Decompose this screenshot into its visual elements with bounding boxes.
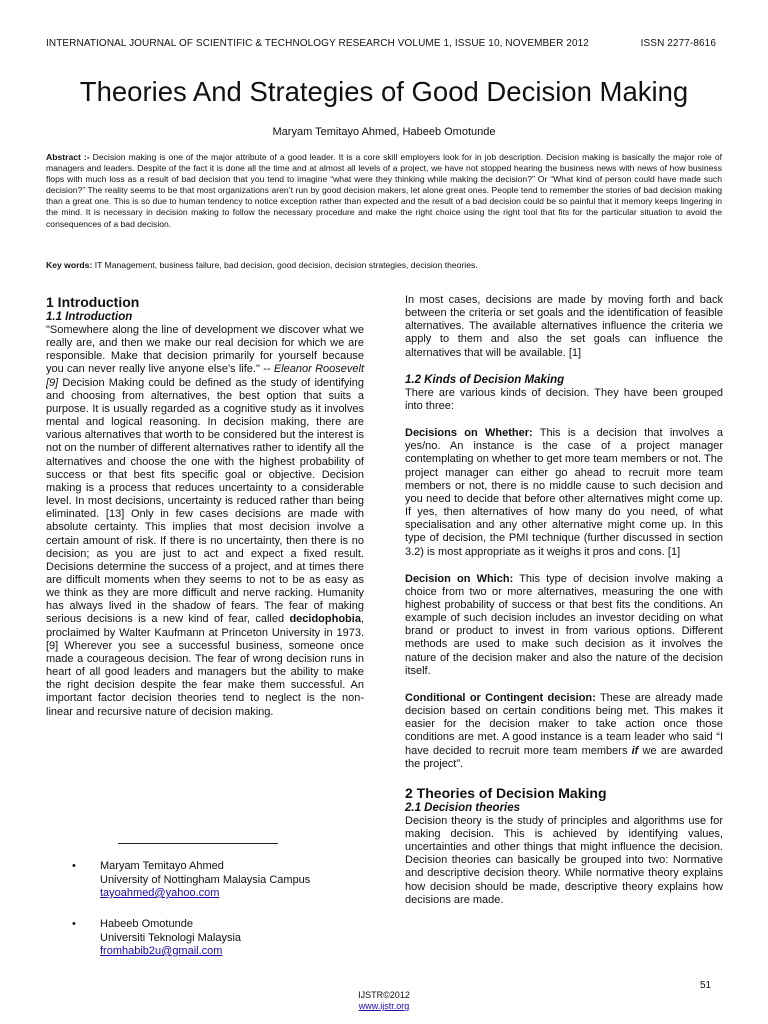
decision-on-which-paragraph (405, 573, 723, 678)
intro-quote: "Somewhere along the line of development we discover what we really are, and then we make our real decision for which we are responsible. Make that decision primarily for yourself because you can never really live anyone else's life." -- (46, 324, 364, 376)
left-column (46, 294, 364, 719)
introduction-paragraph (46, 324, 364, 719)
subsection-2-1-heading: 2.1 Decision theories (405, 801, 521, 814)
quote-attribution: Eleanor Roosevelt [9] (46, 363, 365, 389)
bullet: • (72, 860, 76, 872)
author-affiliation: Universiti Teknologi Malaysia (100, 931, 242, 944)
term-decidophobia: decidophobia (289, 613, 361, 626)
decision-theory-paragraph: Decision theory is the study of principles and algorithms use for making decision. This is achieved by identifying values, uncertainties and other things that might influence the decision. Decision theories can basically be grouped into two: Normative and descriptive decision theory. While normative theory explains how decision should be made, descriptive theory explains how decisions are made. (405, 814, 723, 906)
abstract-label: Abstract :- (46, 152, 90, 162)
keywords (46, 259, 722, 271)
page-footer (0, 990, 768, 1012)
decisions-on-whether-paragraph (405, 427, 723, 559)
author-email-link[interactable]: tayoahmed@yahoo.com (100, 887, 220, 899)
bullet: • (72, 918, 76, 930)
keywords-text: IT Management, business failure, bad decision, good decision, decision strategies, decision theories. (92, 260, 478, 270)
which-text: This type of decision involve making a choice from two or more alternatives, measuring the one with highest probability of success or that best fits the conditions. An example of such decision includes an investor deciding on what brand or product to invest in from various options. Different methods are used to make such decision as it involves the nature of the decision maker and also the nature of the decision itself. (405, 572, 723, 677)
footnote-divider (118, 843, 278, 844)
intro-body-end: , proclaimed by Walter Kaufmann at Princeton University in 1973. [9] Wherever you see a successful business, someone once made a courageous decision. The fear of wrong decision runs in heart of all good leaders and managers but the ability to make the right decision despite the fear make them successful. An important factor decision theories tend to neglect is the non-linear and recursive nature of decision making. (46, 613, 364, 718)
keywords-label: Key words: (46, 260, 93, 270)
decision-criteria-paragraph: In most cases, decisions are made by moving forth and back between the criteria or set goals and the identification of feasible alternatives. The available alternatives influence the criteria we apply to them and also the set goals can influence the alternatives that will be available. [1] (405, 294, 723, 359)
subsection-1-1-heading: 1.1 Introduction (46, 311, 133, 323)
abstract (46, 152, 722, 230)
page-number: 51 (700, 980, 712, 991)
whether-text: This is a decision that involves a yes/no. An instance is the case of a project manager contemplating on whether to get more team members or not. The project manager can either go ahead to recruit more team members or not, there is no middle cause to such decision and you need to decide that before other alternatives might come up. If yes, then alternatives of how many do you need, of what specialisation and any other alternative might come up. In this type of decision, the PMI technique (further discussed in section 3.2) is most appropriate as it weighs it pros and cons. [1] (405, 427, 723, 558)
author-email-link[interactable]: fromhabib2u@gmail.com (100, 945, 223, 957)
right-column (405, 294, 723, 907)
conditional-text: These are already made decision based on certain conditions being met. This makes it easier for the decision maker to take action once those conditions are met. A good instance is a team leader who said “I have decided to recruit more team members (405, 691, 724, 757)
conditional-if: if (631, 744, 639, 757)
author-affiliation: University of Nottingham Malaysia Campus (100, 873, 311, 886)
journal-name: INTERNATIONAL JOURNAL OF SCIENTIFIC & TECHNOLOGY RESEARCH VOLUME 1, ISSUE 10, NOVEMBER 2012 (46, 38, 589, 49)
conditional-decision-paragraph (405, 692, 723, 771)
subsection-1-2-heading: 1.2 Kinds of Decision Making (405, 373, 565, 386)
journal-website-link[interactable]: www.ijstr.org (358, 1001, 410, 1011)
paper-title: Theories And Strategies of Good Decision Making (79, 76, 689, 107)
abstract-text: Decision making is one of the major attribute of a good leader. It is a core skill employers look for in job description. Decision making is basically the major role of managers and leaders. Despite of the fact it is done all the time and at almost all levels of a project, we have not stopped hearing the business news with news of how business flops with much loss as a result of bad decision that you tend to imagine “what were they thinking while making the decision?” Or “What kind of person could have made such decision?” The reality seems to be that most organizations aren’t run by good decision makers, let alone great ones. People tend to remember the stories of bad decision making than a great one. This is so due to human tendency to notice exception rather than expected and the result of a bad decision could be so painful that it memory keeps lingering in the mind. It is necessary in decision making to follow the necessary procedure and make the right choice using the right tool that fits for the particular situation to avoid the consequences of a bad decision. (46, 152, 722, 229)
whether-label: Decisions on Whether: (405, 427, 533, 440)
conditional-text-end: we are awarded the project”. (405, 744, 724, 770)
copyright: IJSTR©2012 (358, 990, 410, 1000)
intro-body: Decision Making could be defined as the study of identifying and choosing from alternatives, the best option that suits a purpose. It is usually regarded as a cognitive study as it involves mental and logical reasoning. In decision making, there are various alternatives that worth to be considered but the interest is not on the number of different alternatives rather to identify all the alternatives and choose the one with the highest probability of success or that best fits specific goal or objective. Decision making is a process that reduces uncertainty to a considerable level. In most decisions, uncertainty is reduced rather than being eliminated. [13] Only in few cases decisions are made with absolute certainty. This implies that most decision involve a certain amount of risk. If there is no uncertainty, then there is no decision; as you are just to act and expect a fixed result. Decisions determine the success of a project, and at times there are difficult moments when they seems to not to be as easy as we think as they are more difficult and nerve racking. Humanity has always lived in the shadow of fears. The fear of making serious decisions is a new kind of fear, called (46, 376, 364, 626)
author-name: Maryam Temitayo Ahmed (100, 860, 224, 872)
section-1-heading: 1 Introduction (46, 294, 140, 310)
running-header (46, 38, 716, 54)
conditional-label: Conditional or Contingent decision: (405, 691, 596, 704)
section-2-heading: 2 Theories of Decision Making (405, 784, 607, 801)
author-line: Maryam Temitayo Ahmed, Habeeb Omotunde (272, 126, 496, 138)
which-label: Decision on Which: (405, 572, 514, 585)
kinds-intro-paragraph: There are various kinds of decision. They have been grouped into three: (405, 386, 723, 412)
issn: ISSN 2277-8616 (640, 38, 716, 49)
author-name: Habeeb Omotunde (100, 918, 193, 930)
